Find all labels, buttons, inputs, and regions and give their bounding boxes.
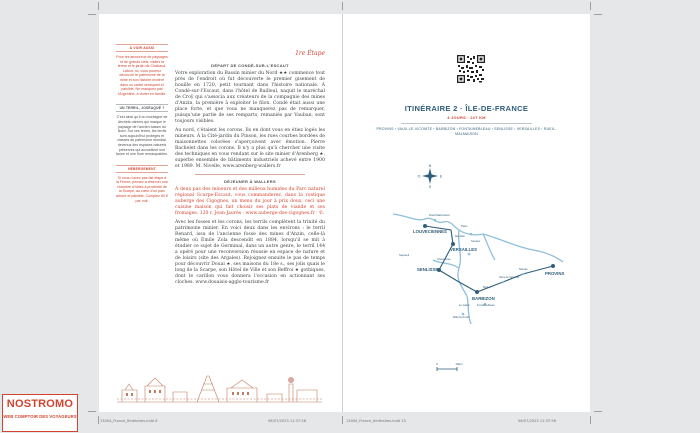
compass-o: O xyxy=(417,174,421,179)
sidebar-box-text: C'est ainsi qu'il ou montagne de déchets miniers qui marque le paysage de l'ancien bassin du Nord. Sur ces terres, les terrils sont aujourd'hui protégés et classés au patrimoine mondial, devenus des espaces naturels préservés qui accueillent une faune et une flore remarquables. xyxy=(116,115,168,157)
label-sceaux: Sceaux xyxy=(471,239,481,243)
label-vaux: Vaux-le-Vicomte xyxy=(499,275,520,279)
label-provins: PROVINS xyxy=(545,271,565,276)
marker-provins xyxy=(551,264,555,268)
section-title: DÉPART DE CONDÉ-SUR-L'ESCAUT xyxy=(211,63,289,68)
compass-e: E xyxy=(439,174,443,179)
marker-louveciennes xyxy=(423,224,427,228)
section-title: DÉJEUNER À WALLERS xyxy=(224,179,276,184)
label-chevreuse: Chevreuse xyxy=(437,257,451,261)
sidebar-box-title: HÉBERGEMENT xyxy=(116,165,168,173)
sidebar-box-title: À VOIR AUSSI xyxy=(116,44,168,52)
crop-mark xyxy=(88,411,96,412)
label-barbizon: BARBIZON xyxy=(472,296,495,301)
logo-tagline: WEB COMPTOIR DES VOYAGEURS xyxy=(3,414,77,419)
route-list: PROVINS › VAUX-LE-VICOMTE › BARBIZON › FONTAINEBLEAU › SENLISSE › VERSAILLES › RUEIL-MALMAISON xyxy=(376,127,557,136)
label-rueil: Rueil-Malmaison xyxy=(429,213,450,217)
itinerary-title: ITINÉRAIRE 2 · ÎLE-DE-FRANCE xyxy=(404,104,529,113)
compass-n: N xyxy=(428,164,432,168)
compass-s: S xyxy=(428,185,432,189)
route-map xyxy=(373,164,568,384)
label-nangis: Nangis xyxy=(519,267,528,271)
scale-bar xyxy=(436,362,463,371)
paragraph: Au nord, c'étaient les corons. Ils en dont vous en étiez logés les mineurs. À la Cité-jardin du Pinson, les rues courbes bordées de maisonnettes colorées s'aperçoivent avec émotion. Pierre Bachelet dans les corons. Il n'y a plus qu'à chercher une visite des techniques en vous rendant sur le site minier d'Arenberg ★, superbe ensemble de bâtiments industriels achevé entre 1900 et 1989. M. Nivelle, www.arenberg-wallers.fr xyxy=(175,128,325,169)
paragraph: Votre exploration du Bassin minier du Nord ★★ commence tout près de l'endroit où fut découverte le premier gisement de houille en 1720, petit tournant dans l'histoire nationale. À Condé-sur-l'Escaut, dans l'hôtel de Bailleul, naquit le maréchal de Croÿ qui s'associa aux créateurs de la compagnie des mines d'Anzin, la première à exploiter le filon. Condé était aussi une place forte, et que vous ne manquerez pas de remarquer, puisqu'une partie de ses remparts, remaniés par Vauban, sont toujours visibles. xyxy=(175,71,325,124)
divider xyxy=(401,123,532,124)
label-melun: Melun xyxy=(483,285,491,289)
label-meudon: Meudon xyxy=(455,234,466,238)
lunch-paragraph: À deux pas des mineurs et des milieux humides du Parc naturel régional Scarpe-Escaut, vous commanderez, dans la rustique auberge des Cigognes, un menu du jour à prix doux, ceci une cuisine maison qui fait choisir ses plats de viande et ses fromages. 120 r. Jean-Jaurès · www.auberge-des-cigognes.fr · ✆. xyxy=(175,187,325,216)
scale-label-0: 0 xyxy=(436,362,438,366)
compass-icon xyxy=(418,164,443,189)
label-le-catal: Le Catal xyxy=(459,303,470,307)
itinerary-subtitle: 4 JOURS · 227 KM xyxy=(447,115,486,120)
label-septeuil: Septeuil xyxy=(399,253,410,257)
main-column xyxy=(175,50,325,289)
label-milly: Milly-la-Forêt xyxy=(453,315,470,319)
footer-file-left: 13004_France_Itinéraires.indd 8 xyxy=(100,419,158,423)
marker-versailles xyxy=(451,242,455,246)
paragraph: Avec les fosses et les corons, les terrils complètent la trinité du patrimoine minier. En voici deux dans les environs : le terril Renard, issu de l'ancienne fosse des mines d'Anzin, celle-là même où Émile Zola descendit en 1884, lorsqu'il se mit à étudier ce sujet de Germinal, dans un autre genre, le terril 144 a opéré pour une reconversion réussie en espace de nature et de loisirs (site des Argales). Rejoignez ensuite le pas de temps pour découvrir Douai ★, ses maisons du 18e s., ses jolis quais le long de la Scarpe, son Hôtel de Ville et son Beffroi ★ gothiques, dont le carillon vous donnera l'occasion en actionnant ses cloches. www.douaisis-agglo-tourisme.fr xyxy=(175,220,325,285)
crop-mark xyxy=(88,14,96,15)
crop-mark xyxy=(98,2,99,10)
label-versailles: VERSAILLES xyxy=(450,247,477,252)
label-fontainebleau: Fontainebleau xyxy=(477,303,495,307)
right-page xyxy=(343,14,590,412)
sidebar-box-title: UN TERRIL, JOSÉAQUÉ ? xyxy=(116,104,168,112)
label-louveciennes: LOUVECIENNES xyxy=(413,229,447,234)
crop-mark xyxy=(342,2,343,10)
scale-label-10: 10km xyxy=(455,362,463,366)
mining-landscape-illustration xyxy=(117,366,322,406)
footer-date-left: 06/07/2023 11:37:56 xyxy=(268,419,306,423)
crop-mark xyxy=(342,416,343,424)
crop-mark xyxy=(98,416,99,424)
crop-mark xyxy=(594,411,602,412)
sidebar-box-text: Si vous n'avez pas fait étape à la Ferme, pensez à réserver une chambre d'hôtes à proximité de la Scarpe, au cœur d'un parc arboré et paisible. Comptez 60 € par nuit. xyxy=(116,175,168,203)
left-page xyxy=(99,14,342,412)
etape-label: 1re Étape xyxy=(295,50,325,57)
footer-file-right: 13004_France_Itinéraires.indd 13 xyxy=(346,419,406,423)
qr-code xyxy=(457,55,485,83)
label-paris: Paris xyxy=(461,224,468,228)
divider xyxy=(195,174,305,175)
sidebar-box-text: Pour les amoureux de paysages et de grands ciels, visitez la ferme et le jardin de Chabaud-Latour. Ici, vous pourrez découvrir le patrimoine de la mine et son histoire minière dans un cadre verdoyant et paisible. Ne manquez pas l'Argentine, à visiter en famille. xyxy=(116,55,168,96)
nostromo-logo xyxy=(2,394,78,432)
sidebar xyxy=(116,44,168,203)
footer-date-right: 06/07/2023 11:37:56 xyxy=(518,419,556,423)
label-senlisse: SENLISSE xyxy=(417,267,439,272)
marker-barbizon xyxy=(475,290,479,294)
crop-mark xyxy=(594,14,602,15)
crop-mark xyxy=(590,2,591,10)
crop-mark xyxy=(590,416,591,424)
logo-name: NOSTROMO xyxy=(6,398,74,410)
